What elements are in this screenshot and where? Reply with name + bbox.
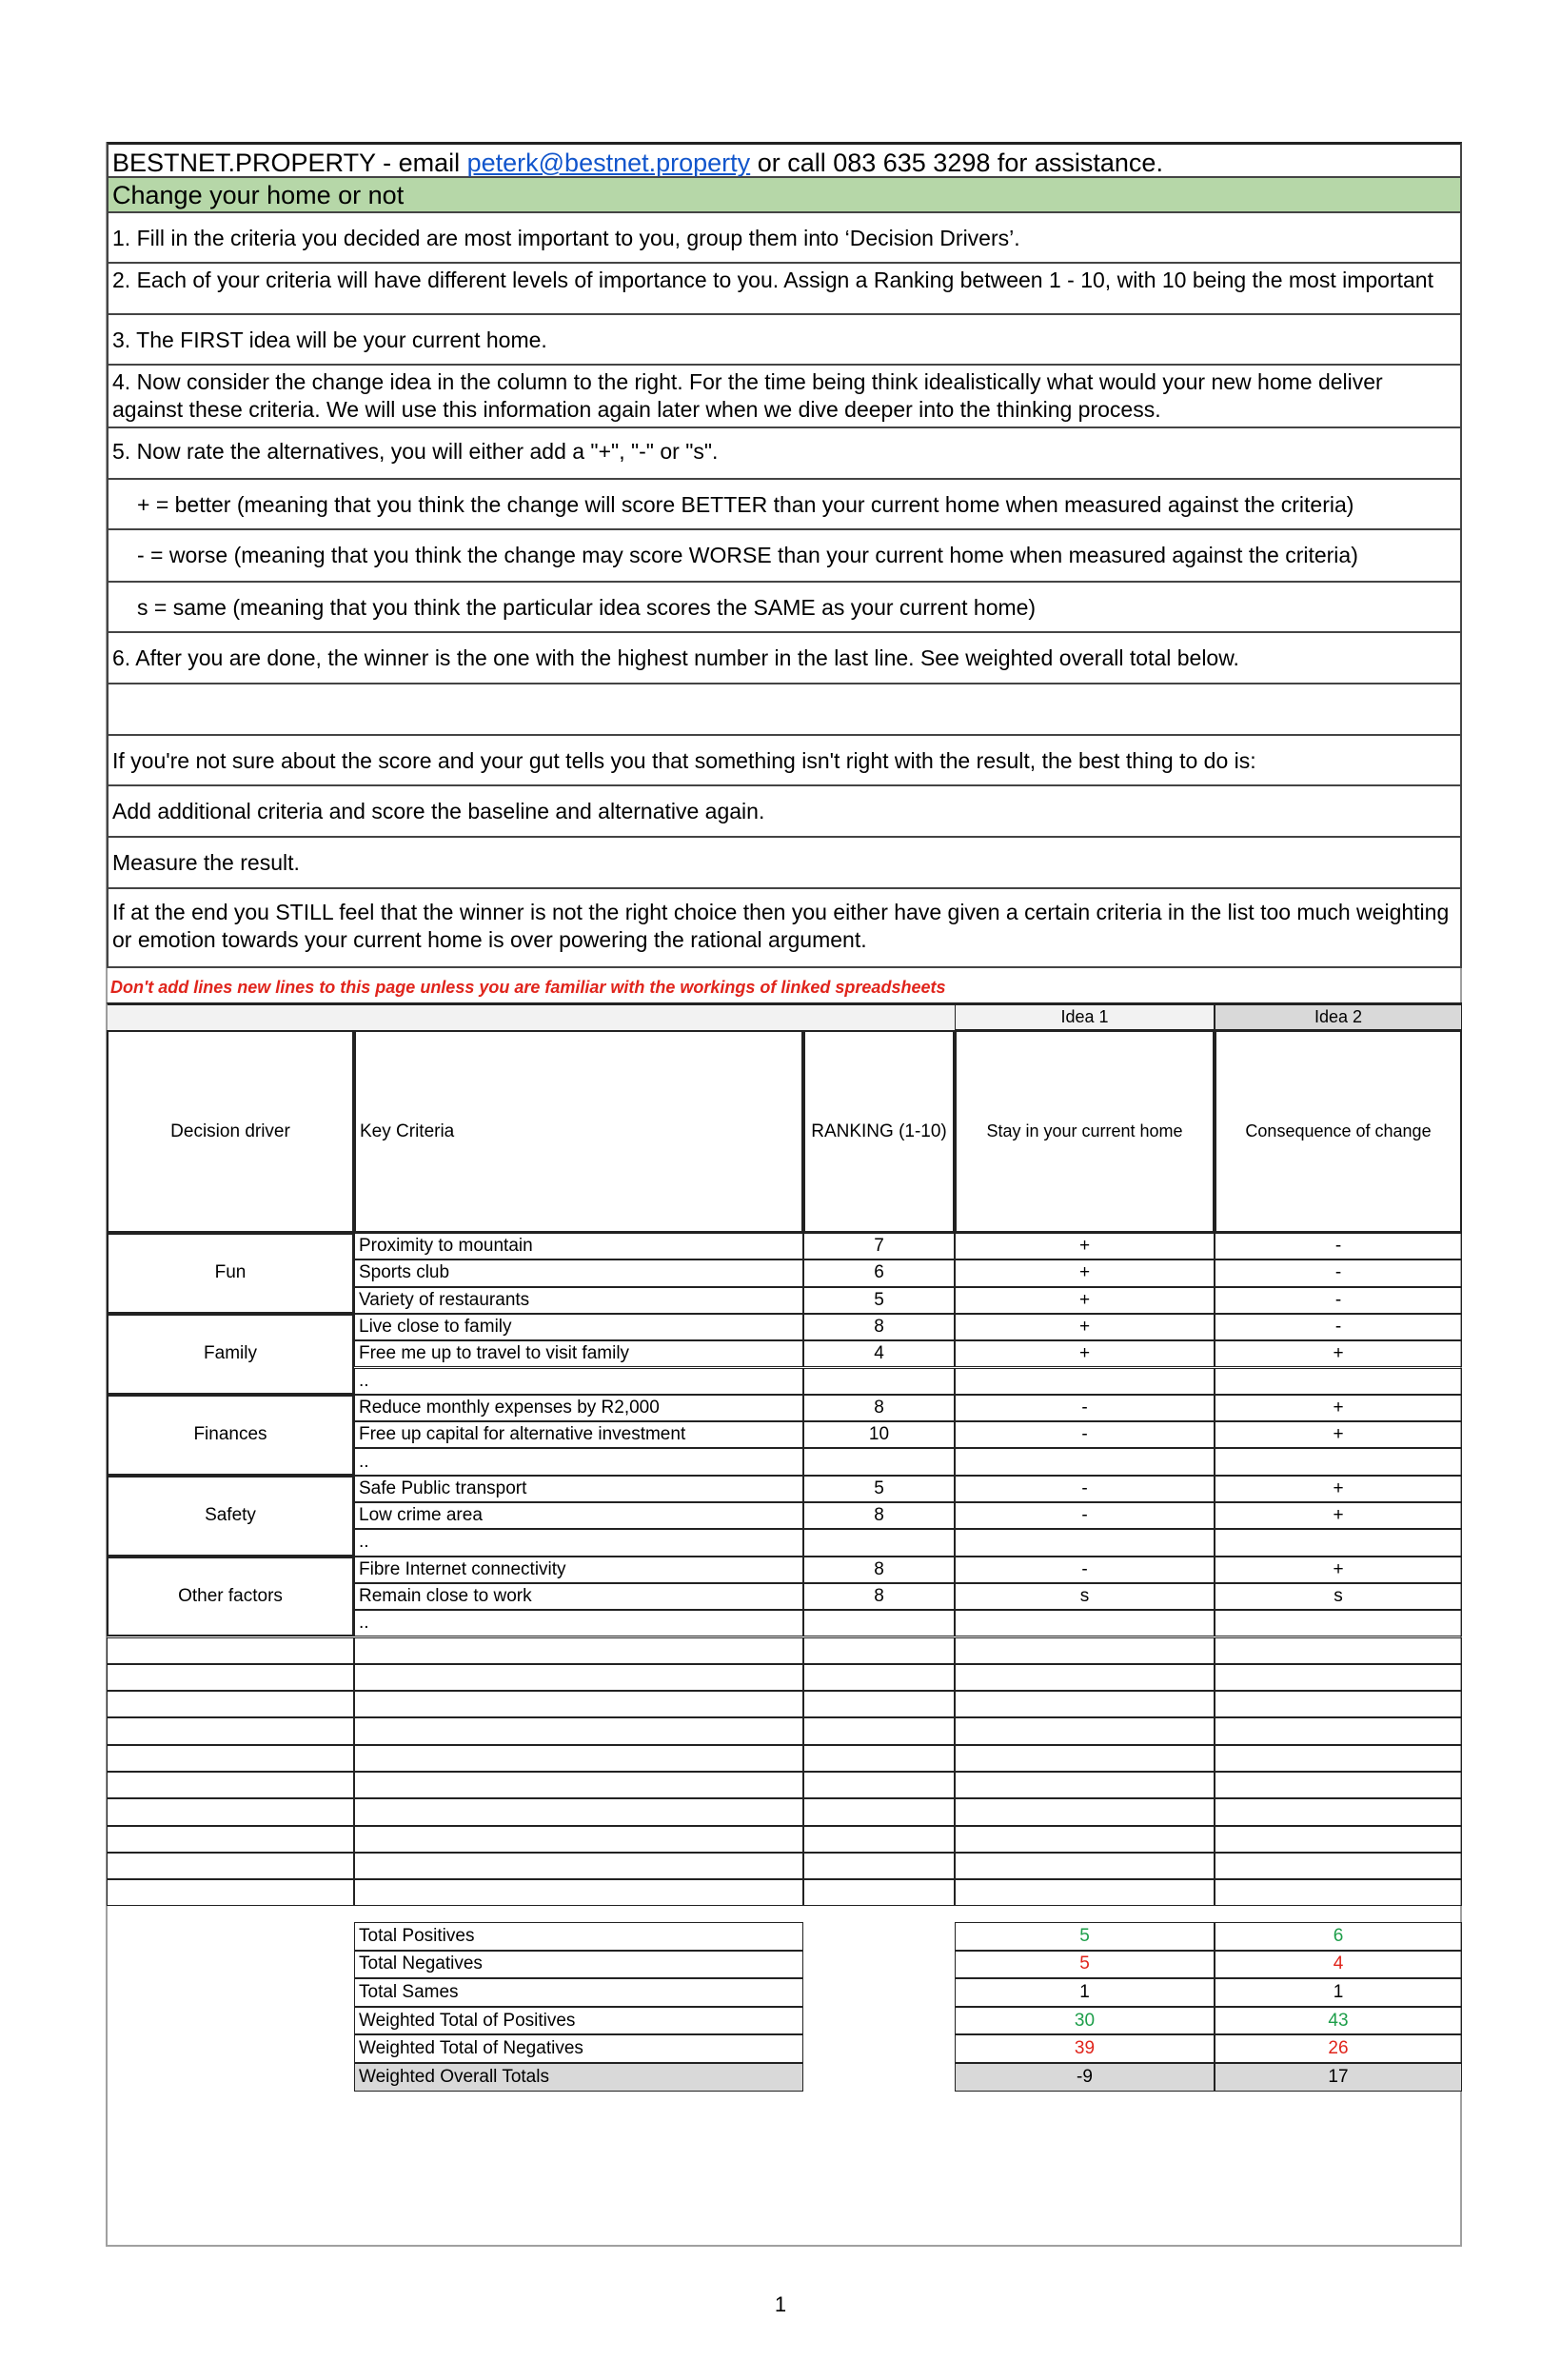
empty-cell[interactable]	[803, 1637, 955, 1664]
idea2-cell[interactable]	[1215, 1448, 1462, 1475]
criteria-cell[interactable]: Free up capital for alternative investment	[354, 1421, 803, 1448]
empty-cell[interactable]	[803, 1745, 955, 1772]
empty-cell[interactable]	[107, 1637, 354, 1664]
idea1-cell[interactable]: -	[955, 1395, 1215, 1421]
ranking-cell[interactable]: 8	[803, 1557, 955, 1583]
idea2-cell[interactable]	[1215, 1368, 1462, 1395]
decision-driver-cell: Fun	[107, 1233, 354, 1314]
idea2-cell[interactable]: +	[1215, 1340, 1462, 1367]
empty-cell[interactable]	[1215, 1691, 1462, 1717]
instruction-3: 3. The FIRST idea will be your current home.	[107, 315, 1462, 366]
idea1-cell[interactable]	[955, 1610, 1215, 1636]
criteria-cell[interactable]: Safe Public transport	[354, 1476, 803, 1502]
idea2-cell[interactable]: -	[1215, 1233, 1462, 1259]
empty-cell[interactable]	[1215, 1664, 1462, 1691]
criteria-cell[interactable]: Fibre Internet connectivity	[354, 1557, 803, 1583]
instruction-add-criteria: Add additional criteria and score the baseline and alternative again.	[107, 786, 1462, 838]
empty-cell[interactable]	[955, 1664, 1215, 1691]
empty-cell[interactable]	[354, 1691, 803, 1717]
criteria-cell[interactable]: Free me up to travel to visit family	[354, 1340, 803, 1367]
empty-cell[interactable]	[107, 1879, 354, 1906]
title-suffix: or call 083 635 3298 for assistance.	[750, 149, 1163, 177]
criteria-cell[interactable]: Variety of restaurants	[354, 1287, 803, 1314]
instruction-worse: - = worse (meaning that you think the change may score WORSE than your current home when measured against the criteria)	[107, 530, 1462, 583]
empty-cell[interactable]	[1215, 1826, 1462, 1853]
idea1-header: Idea 1	[955, 1002, 1215, 1030]
totals-idea1-value: 30	[955, 2007, 1215, 2035]
idea2-cell[interactable]: -	[1215, 1259, 1462, 1286]
instruction-4: 4. Now consider the change idea in the column to the right. For the time being think idealistically what would your new home deliver against these criteria. We will use this information again later when we dive deeper into the thinking process.	[107, 366, 1462, 428]
criteria-cell[interactable]: ..	[354, 1368, 803, 1395]
empty-cell[interactable]	[803, 1664, 955, 1691]
empty-cell[interactable]	[955, 1691, 1215, 1717]
decision-driver-cell: Other factors	[107, 1557, 354, 1637]
ranking-cell[interactable]: 8	[803, 1583, 955, 1610]
empty-cell[interactable]	[803, 1879, 955, 1906]
criteria-cell[interactable]: ..	[354, 1448, 803, 1475]
totals-label: Total Negatives	[354, 1951, 803, 1979]
criteria-cell[interactable]: Remain close to work	[354, 1583, 803, 1610]
idea-header-spacer	[107, 1002, 955, 1030]
totals-idea1-value: 1	[955, 1978, 1215, 2007]
empty-cell[interactable]	[107, 1717, 354, 1744]
idea1-cell[interactable]: s	[955, 1583, 1215, 1610]
empty-cell[interactable]	[955, 1717, 1215, 1744]
instruction-empty	[107, 684, 1462, 736]
totals-idea2-value: 6	[1215, 1922, 1462, 1951]
empty-cell[interactable]	[803, 1717, 955, 1744]
empty-cell[interactable]	[354, 1772, 803, 1798]
totals-idea1-value: 5	[955, 1951, 1215, 1979]
empty-cell[interactable]	[354, 1664, 803, 1691]
ranking-cell[interactable]	[803, 1448, 955, 1475]
empty-cell[interactable]	[803, 1691, 955, 1717]
empty-cell[interactable]	[1215, 1853, 1462, 1879]
ranking-cell[interactable]: 6	[803, 1259, 955, 1286]
instruction-better: + = better (meaning that you think the change will score BETTER than your current home when measured against the criteria)	[107, 480, 1462, 530]
empty-cell[interactable]	[955, 1826, 1215, 1853]
totals-label: Weighted Total of Negatives	[354, 2034, 803, 2063]
ranking-cell[interactable]: 5	[803, 1287, 955, 1314]
criteria-cell[interactable]: ..	[354, 1610, 803, 1636]
empty-cell[interactable]	[803, 1826, 955, 1853]
totals-idea2-value: 26	[1215, 2034, 1462, 2063]
ranking-cell[interactable]: 8	[803, 1502, 955, 1529]
idea2-cell[interactable]	[1215, 1529, 1462, 1556]
instruction-measure: Measure the result.	[107, 838, 1462, 889]
idea2-cell[interactable]: -	[1215, 1287, 1462, 1314]
empty-cell[interactable]	[955, 1879, 1215, 1906]
totals-idea2-value: 4	[1215, 1951, 1462, 1979]
empty-cell[interactable]	[1215, 1745, 1462, 1772]
idea1-cell[interactable]: +	[955, 1340, 1215, 1367]
totals-label: Weighted Overall Totals	[354, 2063, 803, 2092]
instruction-6: 6. After you are done, the winner is the one with the highest number in the last line. See weighted overall total below.	[107, 633, 1462, 684]
criteria-cell[interactable]: Live close to family	[354, 1314, 803, 1340]
instruction-5: 5. Now rate the alternatives, you will either add a "+", "-" or "s".	[107, 428, 1462, 480]
criteria-cell[interactable]: Sports club	[354, 1259, 803, 1286]
page-number: 1	[774, 2292, 787, 2316]
empty-cell[interactable]	[107, 1798, 354, 1825]
totals-label: Weighted Total of Positives	[354, 2007, 803, 2035]
totals-idea2-value: 43	[1215, 2007, 1462, 2035]
empty-cell[interactable]	[354, 1879, 803, 1906]
ranking-cell[interactable]: 4	[803, 1340, 955, 1367]
totals-idea1-value: 39	[955, 2034, 1215, 2063]
empty-cell[interactable]	[354, 1745, 803, 1772]
idea1-cell[interactable]	[955, 1529, 1215, 1556]
idea2-cell[interactable]: +	[1215, 1557, 1462, 1583]
ranking-cell[interactable]: 5	[803, 1476, 955, 1502]
criteria-cell[interactable]: Low crime area	[354, 1502, 803, 1529]
idea1-cell[interactable]	[955, 1368, 1215, 1395]
idea1-cell[interactable]: -	[955, 1421, 1215, 1448]
empty-cell[interactable]	[803, 1772, 955, 1798]
idea1-cell[interactable]: -	[955, 1476, 1215, 1502]
empty-cell[interactable]	[107, 1853, 354, 1879]
empty-cell[interactable]	[107, 1664, 354, 1691]
empty-cell[interactable]	[803, 1853, 955, 1879]
col-header-idea2: Consequence of change	[1215, 1030, 1462, 1233]
criteria-cell[interactable]: Proximity to mountain	[354, 1233, 803, 1259]
idea1-cell[interactable]: -	[955, 1502, 1215, 1529]
idea1-cell[interactable]: +	[955, 1287, 1215, 1314]
totals-idea2-value: 17	[1215, 2063, 1462, 2092]
empty-cell[interactable]	[955, 1772, 1215, 1798]
idea1-cell[interactable]	[955, 1448, 1215, 1475]
empty-cell[interactable]	[955, 1853, 1215, 1879]
ranking-cell[interactable]: 10	[803, 1421, 955, 1448]
empty-cell[interactable]	[1215, 1879, 1462, 1906]
empty-cell[interactable]	[107, 1691, 354, 1717]
totals-idea1-value: 5	[955, 1922, 1215, 1951]
idea1-cell[interactable]: +	[955, 1259, 1215, 1286]
empty-cell[interactable]	[955, 1745, 1215, 1772]
decision-driver-cell: Finances	[107, 1395, 354, 1476]
header-title	[107, 142, 1462, 178]
idea2-cell[interactable]	[1215, 1610, 1462, 1636]
col-header-ranking: RANKING (1-10)	[803, 1030, 955, 1233]
instruction-not-sure: If you're not sure about the score and your gut tells you that something isn't right with the result, the best thing to do is:	[107, 736, 1462, 786]
idea1-cell[interactable]: -	[955, 1557, 1215, 1583]
page-subtitle: Change your home or not	[107, 178, 1462, 213]
ranking-cell[interactable]	[803, 1368, 955, 1395]
totals-idea1-value: -9	[955, 2063, 1215, 2092]
empty-cell[interactable]	[1215, 1637, 1462, 1664]
instruction-2: 2. Each of your criteria will have different levels of importance to you. Assign a Ranking between 1 - 10, with 10 being the most important	[107, 264, 1462, 315]
idea2-cell[interactable]: +	[1215, 1421, 1462, 1448]
empty-cell[interactable]	[354, 1717, 803, 1744]
ranking-cell[interactable]: 7	[803, 1233, 955, 1259]
empty-cell[interactable]	[1215, 1798, 1462, 1825]
idea2-header: Idea 2	[1215, 1002, 1462, 1030]
empty-cell[interactable]	[803, 1798, 955, 1825]
idea2-cell[interactable]: s	[1215, 1583, 1462, 1610]
empty-cell[interactable]	[1215, 1717, 1462, 1744]
instruction-1: 1. Fill in the criteria you decided are most important to you, group them into ‘Decision Drivers’.	[107, 213, 1462, 264]
idea2-cell[interactable]: +	[1215, 1502, 1462, 1529]
email-link[interactable]: peterk@bestnet.property	[466, 149, 751, 177]
empty-cell[interactable]	[354, 1853, 803, 1879]
empty-cell[interactable]	[354, 1798, 803, 1825]
idea1-cell[interactable]: +	[955, 1233, 1215, 1259]
criteria-cell[interactable]: ..	[354, 1529, 803, 1556]
col-header-idea1: Stay in your current home	[955, 1030, 1215, 1233]
empty-cell[interactable]	[107, 1772, 354, 1798]
totals-label: Total Sames	[354, 1978, 803, 2007]
totals-idea2-value: 1	[1215, 1978, 1462, 2007]
decision-driver-cell: Family	[107, 1314, 354, 1395]
empty-cell[interactable]	[107, 1826, 354, 1853]
warning-note: Don't add lines new lines to this page unless you are familiar with the workings of linked spreadsheets	[110, 978, 946, 997]
empty-cell[interactable]	[354, 1637, 803, 1664]
empty-cell[interactable]	[1215, 1772, 1462, 1798]
ranking-cell[interactable]: 8	[803, 1314, 955, 1340]
totals-label: Total Positives	[354, 1922, 803, 1951]
ranking-cell[interactable]	[803, 1610, 955, 1636]
decision-driver-cell: Safety	[107, 1476, 354, 1557]
empty-cell[interactable]	[955, 1637, 1215, 1664]
idea1-cell[interactable]: +	[955, 1314, 1215, 1340]
instruction-final: If at the end you STILL feel that the winner is not the right choice then you either have given a certain criteria in the list too much weighting or emotion towards your current home is over powering the rational argument.	[107, 889, 1462, 968]
criteria-cell[interactable]: Reduce monthly expenses by R2,000	[354, 1395, 803, 1421]
idea2-cell[interactable]: +	[1215, 1476, 1462, 1502]
empty-cell[interactable]	[955, 1798, 1215, 1825]
title-prefix: BESTNET.PROPERTY - email	[112, 149, 467, 177]
col-header-criteria: Key Criteria	[354, 1030, 803, 1233]
ranking-cell[interactable]	[803, 1529, 955, 1556]
empty-cell[interactable]	[107, 1745, 354, 1772]
col-header-driver: Decision driver	[107, 1030, 354, 1233]
instruction-same: s = same (meaning that you think the particular idea scores the SAME as your current home)	[107, 583, 1462, 633]
idea2-cell[interactable]: +	[1215, 1395, 1462, 1421]
ranking-cell[interactable]: 8	[803, 1395, 955, 1421]
idea2-cell[interactable]: -	[1215, 1314, 1462, 1340]
empty-cell[interactable]	[354, 1826, 803, 1853]
